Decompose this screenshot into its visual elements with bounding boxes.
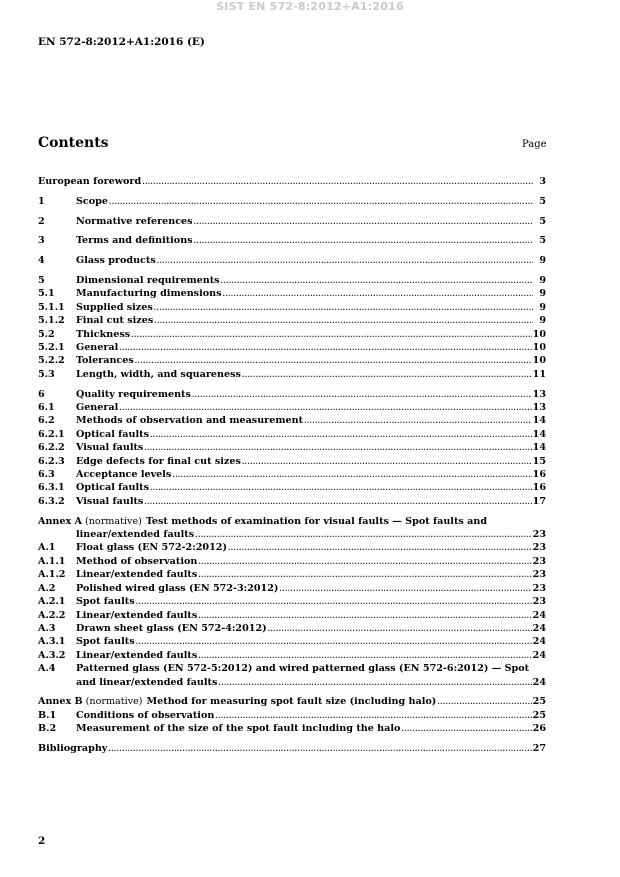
toc-title: Visual faults — [76, 442, 144, 454]
toc-page: 17 — [532, 495, 546, 507]
dot-leader — [172, 468, 531, 481]
dot-leader — [194, 215, 533, 228]
dot-leader — [242, 368, 532, 381]
toc-entry[interactable] — [38, 582, 546, 595]
toc-page: 11 — [532, 368, 546, 380]
toc-number: 6.2.1 — [38, 428, 65, 440]
toc-entry[interactable] — [38, 555, 546, 568]
dot-leader — [194, 234, 533, 247]
annex-kind: (normative) — [85, 696, 143, 708]
toc-title: Method of observation — [76, 555, 198, 567]
toc-number: 6.2.2 — [38, 442, 65, 454]
toc-entry[interactable] — [38, 341, 546, 354]
toc-title: Linear/extended faults — [76, 649, 198, 661]
toc-title: Polished wired glass (EN 572-3:2012) — [76, 582, 279, 594]
toc-title: General — [76, 342, 119, 354]
toc-entry[interactable] — [38, 388, 546, 401]
toc-entry-a4-cont[interactable] — [38, 676, 546, 689]
page-column-label: Page — [522, 139, 547, 150]
toc-entry[interactable] — [38, 635, 546, 648]
toc-number: 5.3 — [38, 368, 55, 380]
toc-entry[interactable] — [38, 622, 546, 635]
dot-leader — [109, 195, 533, 208]
toc-page: 9 — [539, 274, 546, 286]
toc-entry-foreword[interactable] — [38, 175, 546, 188]
toc-title: Edge defects for final cut sizes — [76, 455, 241, 467]
toc-number: 6 — [38, 388, 45, 400]
dot-leader — [192, 388, 532, 401]
toc-entry[interactable] — [38, 215, 546, 228]
toc-page: 23 — [532, 582, 546, 594]
dot-leader — [195, 528, 532, 541]
toc-page: 9 — [539, 255, 546, 267]
dot-leader — [218, 676, 531, 689]
toc-title: Terms and definitions — [76, 235, 193, 247]
toc-number: A.4 — [38, 663, 56, 675]
toc-page: 26 — [532, 723, 546, 735]
toc-number: 5.1.1 — [38, 301, 65, 313]
toc-entry[interactable] — [38, 441, 546, 454]
page-number: 2 — [38, 835, 46, 847]
toc-page: 13 — [532, 402, 546, 414]
toc-page: 24 — [532, 649, 546, 661]
toc-title: Dimensional requirements — [76, 274, 220, 286]
contents-heading: Contents — [38, 135, 109, 151]
toc-entry[interactable] — [38, 595, 546, 608]
toc-title: Tolerances — [76, 355, 134, 367]
toc-number: B.1 — [38, 709, 57, 721]
toc-page: 24 — [532, 622, 546, 634]
toc-title: Measurement of the size of the spot fault including the halo — [76, 723, 401, 735]
toc-page: 16 — [532, 469, 546, 481]
toc-entry-a4[interactable] — [38, 662, 546, 675]
dot-leader — [268, 622, 532, 635]
annex-kind: (normative) — [85, 515, 142, 527]
toc-title: Quality requirements — [76, 388, 191, 400]
dot-leader — [198, 555, 531, 568]
toc-title-line2: and linear/extended faults — [76, 676, 218, 688]
toc-entry[interactable] — [38, 468, 546, 481]
toc-page: 24 — [532, 676, 546, 688]
toc-page: 5 — [539, 215, 546, 227]
toc-entry[interactable] — [38, 195, 546, 208]
dot-leader — [142, 175, 533, 188]
toc-title: Visual faults — [76, 495, 144, 507]
toc-annex-a-heading-cont[interactable] — [38, 528, 546, 541]
document-id: EN 572-8:2012+A1:2016 (E) — [38, 36, 205, 48]
toc-entry[interactable] — [38, 234, 546, 247]
dot-leader — [198, 568, 531, 581]
toc-entry[interactable] — [38, 254, 546, 267]
annex-label: Annex B — [38, 696, 83, 708]
toc-page: 13 — [532, 388, 546, 400]
toc-page: 23 — [532, 529, 546, 541]
dot-leader — [150, 428, 532, 441]
toc-entry[interactable] — [38, 455, 546, 468]
toc-entry-bibliography[interactable] — [38, 742, 546, 755]
dot-leader — [144, 495, 531, 508]
toc-page: 9 — [539, 288, 546, 300]
toc-entry[interactable] — [38, 568, 546, 581]
toc-title: Normative references — [76, 215, 193, 227]
toc-number: A.3.1 — [38, 636, 66, 648]
toc-entry[interactable] — [38, 328, 546, 341]
toc-page: 14 — [532, 428, 546, 440]
dot-leader — [119, 401, 531, 414]
toc-title: Length, width, and squareness — [76, 368, 241, 380]
dot-leader — [279, 582, 531, 595]
toc-title: Linear/extended faults — [76, 609, 198, 621]
toc-entry[interactable] — [38, 314, 546, 327]
dot-leader — [215, 709, 531, 722]
dot-leader — [437, 695, 531, 708]
dot-leader — [108, 742, 531, 755]
dot-leader — [221, 274, 533, 287]
toc-number: 2 — [38, 215, 45, 227]
toc-title: Glass products — [76, 255, 156, 267]
toc-title: General — [76, 402, 119, 414]
toc-page: 16 — [532, 482, 546, 494]
toc-number: 5.2.1 — [38, 342, 65, 354]
toc-number: 6.3.1 — [38, 482, 65, 494]
toc-entry[interactable] — [38, 428, 546, 441]
dot-leader — [135, 354, 532, 367]
toc-entry[interactable] — [38, 709, 546, 722]
toc-entry[interactable] — [38, 722, 546, 735]
toc-title: Optical faults — [76, 428, 149, 440]
toc-number: B.2 — [38, 723, 57, 735]
dot-leader — [223, 287, 533, 300]
toc-title: Methods of observation and measurement — [76, 415, 303, 427]
toc-title: Optical faults — [76, 482, 149, 494]
table-of-contents — [38, 175, 546, 755]
annex-title-line2: linear/extended faults — [76, 529, 195, 541]
toc-number: 6.2 — [38, 415, 55, 427]
toc-title: Manufacturing dimensions — [76, 288, 222, 300]
toc-page: 27 — [532, 742, 546, 754]
toc-title: Thickness — [76, 328, 131, 340]
toc-title: Spot faults — [76, 636, 135, 648]
toc-number: 5 — [38, 274, 45, 286]
toc-entry[interactable] — [38, 495, 546, 508]
toc-page: 23 — [532, 596, 546, 608]
toc-entry[interactable] — [38, 481, 546, 494]
annex-label: Annex A — [38, 515, 83, 527]
toc-page: 23 — [532, 569, 546, 581]
toc-page: 10 — [532, 328, 546, 340]
toc-page: 9 — [539, 301, 546, 313]
toc-page: 25 — [532, 709, 546, 721]
toc-page: 14 — [532, 442, 546, 454]
toc-number: A.1 — [38, 542, 56, 554]
toc-page: 25 — [532, 696, 546, 708]
dot-leader — [154, 301, 533, 314]
toc-number: A.1.2 — [38, 569, 66, 581]
toc-entry[interactable] — [38, 401, 546, 414]
toc-title: Drawn sheet glass (EN 572-4:2012) — [76, 622, 267, 634]
toc-entry[interactable] — [38, 354, 546, 367]
toc-number: 3 — [38, 235, 45, 247]
dot-leader — [242, 455, 532, 468]
toc-title: Linear/extended faults — [76, 569, 198, 581]
toc-page: 5 — [539, 235, 546, 247]
toc-number: 6.3 — [38, 469, 55, 481]
toc-number: 6.1 — [38, 402, 55, 414]
dot-leader — [228, 541, 532, 554]
toc-number: 5.2 — [38, 328, 55, 340]
toc-entry[interactable] — [38, 274, 546, 287]
annex-title: Method for measuring spot fault size (including halo) — [146, 696, 437, 708]
toc-number: 4 — [38, 255, 45, 267]
toc-title: Float glass (EN 572-2:2012) — [76, 542, 227, 554]
toc-number: A.2.2 — [38, 609, 66, 621]
toc-page: 14 — [532, 415, 546, 427]
dot-leader — [119, 341, 531, 354]
toc-title: Supplied sizes — [76, 301, 153, 313]
toc-annex-b-heading[interactable] — [38, 695, 546, 708]
toc-number: 5.2.2 — [38, 355, 65, 367]
toc-entry[interactable] — [38, 287, 546, 300]
toc-number: 6.3.2 — [38, 495, 65, 507]
toc-page: 9 — [539, 315, 546, 327]
toc-number: 5.1 — [38, 288, 55, 300]
toc-entry[interactable] — [38, 649, 546, 662]
toc-number: 1 — [38, 195, 45, 207]
dot-leader — [131, 328, 532, 341]
toc-page: 24 — [532, 609, 546, 621]
toc-page: 3 — [539, 176, 546, 187]
dot-leader — [198, 649, 531, 662]
toc-page: 5 — [539, 195, 546, 207]
dot-leader — [136, 595, 532, 608]
toc-entry[interactable] — [38, 609, 546, 622]
dot-leader — [198, 609, 531, 622]
toc-title: Final cut sizes — [76, 315, 154, 327]
toc-title: European foreword — [38, 176, 142, 187]
toc-number: A.3.2 — [38, 649, 66, 661]
dot-leader — [401, 722, 531, 735]
toc-number: A.3 — [38, 622, 56, 634]
toc-page: 23 — [532, 555, 546, 567]
toc-number: A.2 — [38, 582, 56, 594]
toc-annex-a-heading[interactable] — [38, 515, 546, 528]
toc-page: 15 — [532, 455, 546, 467]
dot-leader — [157, 254, 533, 267]
toc-entry[interactable] — [38, 368, 546, 381]
toc-page: 10 — [532, 355, 546, 367]
toc-title: Acceptance levels — [76, 469, 172, 481]
toc-title: Spot faults — [76, 596, 135, 608]
toc-number: A.1.1 — [38, 555, 66, 567]
watermark: SIST EN 572-8:2012+A1:2016 — [216, 0, 404, 13]
toc-page: 24 — [532, 636, 546, 648]
toc-page: 10 — [532, 342, 546, 354]
annex-title-line1: Test methods of examination for visual faults — Spot faults and — [145, 515, 488, 527]
toc-number: 5.1.2 — [38, 315, 65, 327]
toc-title: Scope — [76, 195, 108, 207]
dot-leader — [136, 635, 532, 648]
dot-leader — [154, 314, 533, 327]
dot-leader — [304, 414, 532, 427]
toc-page: 23 — [532, 542, 546, 554]
toc-number: A.2.1 — [38, 596, 66, 608]
toc-title-line1: Patterned glass (EN 572-5:2012) and wired patterned glass (EN 572-6:2012) — Spot — [76, 663, 530, 675]
toc-entry[interactable] — [38, 414, 546, 427]
toc-number: 6.2.3 — [38, 455, 65, 467]
toc-entry[interactable] — [38, 301, 546, 314]
toc-title: Bibliography — [38, 742, 108, 754]
toc-entry[interactable] — [38, 541, 546, 554]
dot-leader — [144, 441, 531, 454]
dot-leader — [150, 481, 532, 494]
toc-title: Conditions of observation — [76, 709, 215, 721]
